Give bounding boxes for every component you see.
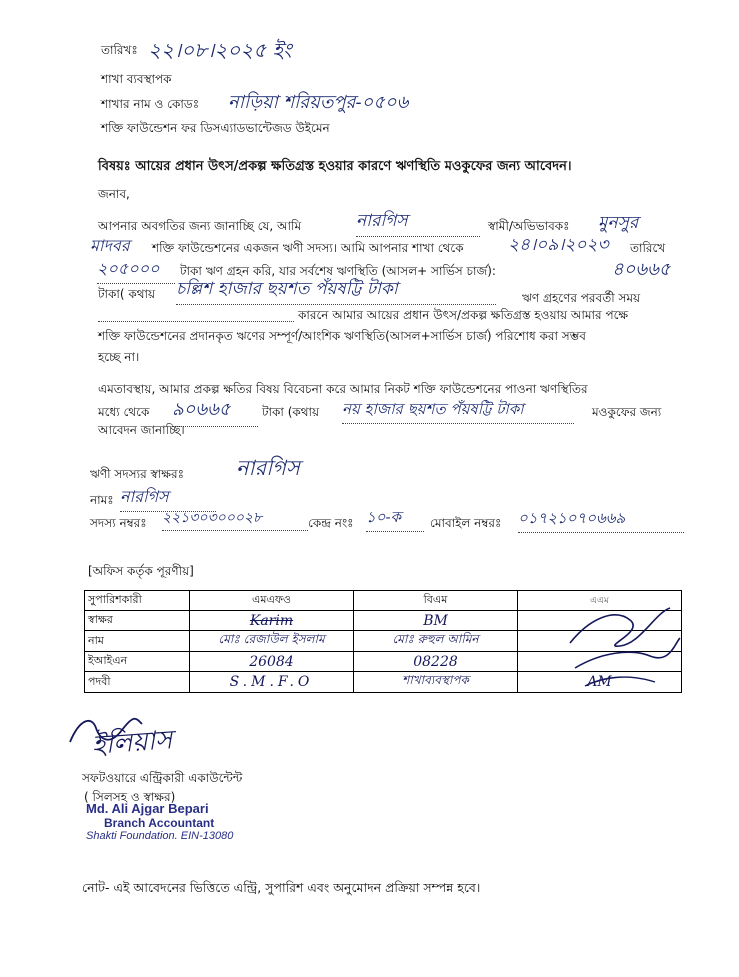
loan-amount-handwritten: ২০৫০০০ <box>97 256 175 284</box>
mfo-signature: Karim <box>190 611 354 631</box>
branch-name-label: শাখার নাম ও কোডঃ <box>101 97 200 111</box>
member-name-handwritten: নারগিস <box>356 208 480 237</box>
bm-name: মোঃ রুহুল আমিন <box>354 631 518 652</box>
body-line: কারনে আমার আয়ের প্রধান উৎস/প্রকল্প ক্ষতিগ্রস্ত হওয়ায় আমার পক্ষে <box>298 308 629 322</box>
row-label: নাম <box>85 631 190 652</box>
body-line: স্বামী/অভিভাবকঃ <box>488 219 570 233</box>
mobile-number-label: মোবাইল নম্বরঃ <box>430 516 502 530</box>
column-header: বিএম <box>354 591 518 611</box>
accountant-title: সফটওয়ারে এন্ট্রিকারী একাউন্টেন্ট <box>82 771 243 785</box>
body-line: আপনার অবগতির জন্য জানাচ্ছি যে, আমি <box>98 219 302 233</box>
mfo-designation: S.M.F.O <box>190 672 354 693</box>
row-label: স্বাক্ষর <box>85 611 190 631</box>
footer-note: নোট- এই আবেদনের ভিত্তিতে এন্ট্রি, সুপারিশ এবং অনুমোদন প্রক্রিয়া সম্পন্ন হবে। <box>82 880 481 895</box>
dotted-blank <box>98 309 294 322</box>
balance-words-handwritten: চল্লিশ হাজার ছয়শত পঁয়ষট্টি টাকা <box>176 276 496 305</box>
body-line: শক্তি ফাউন্ডেশনের একজন ঋণী সদস্য। আমি আপনার শাখা থেকে <box>152 241 464 255</box>
office-use-heading: [অফিস কর্তৃক পূরণীয়] <box>88 564 194 578</box>
mfo-name: মোঃ রেজাউল ইসলাম <box>190 631 354 652</box>
stamp-organization: Shakti Foundation. EIN-13080 <box>86 830 234 842</box>
subject: বিষয়ঃ আয়ের প্রধান উৎস/প্রকল্প ক্ষতিগ্রস্ত হওয়ার কারণে ঋণস্থিতি মওকুফের জন্য আবেদন। <box>98 159 572 174</box>
waive-words-handwritten: নয় হাজার ছয়শত পঁয়ষট্টি টাকা <box>342 398 574 424</box>
loan-date-handwritten: ২৪।০৯।২০২৩ <box>508 235 609 255</box>
organization-line: শক্তি ফাউন্ডেশন ফর ডিসএ্যাডভান্টেজড উইমেন <box>101 121 330 135</box>
body-line: মওকুফের জন্য <box>592 405 662 419</box>
body-line: টাকা( কথায় <box>98 287 156 301</box>
branch-name-value: নাড়িয়া শরিয়তপুর-০৫০৬ <box>228 92 409 113</box>
mfo-ein: 26084 <box>190 652 354 672</box>
body-line: এমতাবস্থায়, আমার প্রকল্প ক্ষতির বিষয় বিবেচনা করে আমার নিকট শক্তি ফাউন্ডেশনের পাওনা ঋণস্থিতির <box>98 382 588 396</box>
accountant-signature: ইলিয়াস <box>90 725 174 761</box>
stamp-name: Md. Ali Ajgar Bepari <box>86 801 209 816</box>
salutation: জনাব, <box>98 187 130 201</box>
body-line: ঋণ গ্রহণের পরবর্তী সময় <box>522 291 641 305</box>
bm-ein: 08228 <box>354 652 518 672</box>
column-header: এমএফও <box>190 591 354 611</box>
bm-signature: BM <box>354 611 518 631</box>
accountant-signature-flourish <box>66 712 146 752</box>
guardian-handwritten: মুনসুর <box>598 213 639 233</box>
am-signature-scribble <box>560 598 688 708</box>
member-number-value: ২২১৩০৩০০০২৮ <box>162 506 308 531</box>
body-line: মধ্যে থেকে <box>98 405 150 419</box>
applicant-name-label: নামঃ <box>90 493 114 507</box>
member-number-label: সদস্য নম্বরঃ <box>90 516 147 530</box>
body-line: তারিখে <box>630 241 666 255</box>
bm-designation: শাখাব্যবস্থাপক <box>354 672 518 693</box>
row-label: পদবী <box>85 672 190 693</box>
applicant-signature: নারগিস <box>236 456 300 480</box>
body-line: আবেদন জানাচ্ছি। <box>98 423 185 437</box>
date-value: ২২।০৮।২০২৫ ইং <box>148 38 292 62</box>
balance-handwritten: ৪০৬৬৫ <box>612 259 671 280</box>
branch-manager-label: শাখা ব্যবস্থাপক <box>101 72 172 86</box>
applicant-name-value: নারগিস <box>120 484 216 512</box>
center-number-label: কেন্দ্র নংঃ <box>308 516 354 530</box>
column-header: এএম <box>518 591 682 611</box>
body-line: হচ্ছে না। <box>98 350 140 364</box>
waive-amount-handwritten: ৯০৬৬৫ <box>172 395 258 427</box>
accountant-seal-note: ( সিলসহ ও স্বাক্ষর) <box>84 790 176 804</box>
stamp-role: Branch Accountant <box>104 816 215 830</box>
column-header: সুপারিশকারী <box>85 591 190 611</box>
applicant-signature-label: ঋণী সদস্যর স্বাক্ষরঃ <box>90 467 184 481</box>
center-number-value: ১০-ক <box>366 506 424 532</box>
guardian-handwritten-2: মাদবর <box>90 236 130 255</box>
body-line: টাকা ঋণ গ্রহন করি, যার সর্বশেষ ঋণস্থিতি (আসল+ সার্ভিস চার্জ): <box>180 264 496 278</box>
mobile-number-value: ০১৭২১০৭০৬৬৯ <box>518 507 684 533</box>
am-designation: AM <box>518 672 682 693</box>
date-label: তারিখঃ <box>101 43 138 57</box>
body-line: টাকা (কথায় <box>262 405 320 419</box>
row-label: ইআইএন <box>85 652 190 672</box>
body-line: শক্তি ফাউন্ডেশনের প্রদানকৃত ঋণের সম্পূর্ণ/আংশিক ঋণস্থিতি(আসল+সার্ভিস চার্জ) পরিশোধ করা সম্ভব <box>98 329 586 343</box>
